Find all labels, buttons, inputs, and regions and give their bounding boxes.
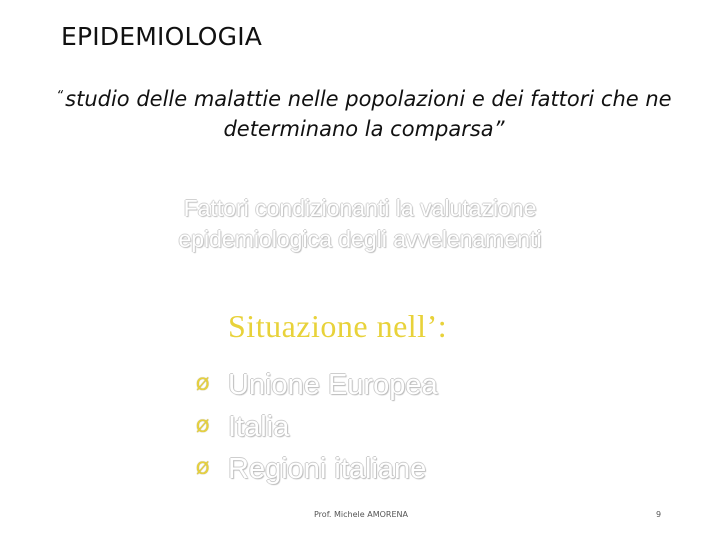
footer-author: Prof. Michele AMORENA	[314, 510, 408, 519]
situation-heading: Situazione nell’:	[228, 308, 448, 344]
definition-line-1-text: studio delle malattie nelle popolazioni e dei fattori che ne	[65, 87, 672, 111]
bullet-label-eu: Unione Europea	[228, 368, 438, 401]
open-quote-mark: “	[56, 89, 64, 104]
definition-line-2: determinano la comparsa”	[223, 117, 505, 141]
subtitle-line-1: Fattori condizionanti la valutazione	[183, 195, 537, 221]
bullet-label-regions: Regioni italiane	[228, 452, 427, 485]
arrow-bullet-icon: Ø	[196, 459, 210, 479]
list-item	[196, 406, 438, 448]
arrow-bullet-icon: Ø	[196, 417, 210, 437]
arrow-bullet-icon: Ø	[196, 375, 210, 395]
list-item	[196, 448, 438, 490]
bullet-label-italy: Italia	[228, 410, 290, 443]
definition-line-1	[34, 82, 694, 114]
slide-title: EPIDEMIOLOGIA	[61, 22, 263, 51]
definition-quote	[34, 82, 694, 144]
region-bullet-list	[196, 364, 438, 490]
subtitle	[60, 193, 660, 255]
page-number: 9	[656, 510, 662, 519]
list-item	[196, 364, 438, 406]
subtitle-line-2: epidemiologica degli avvelenamenti	[178, 226, 542, 252]
